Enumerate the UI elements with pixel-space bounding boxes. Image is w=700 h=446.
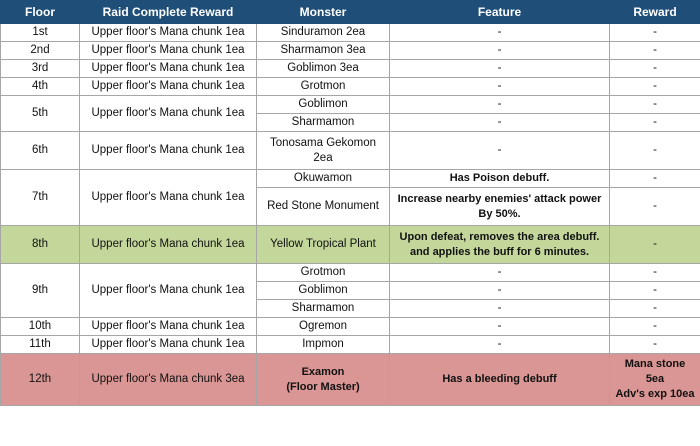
reward-cell	[610, 354, 700, 406]
monster-cell	[257, 354, 390, 406]
reward-cell: -	[610, 132, 700, 170]
table-row	[1, 24, 700, 42]
header-monster: Monster	[257, 1, 390, 24]
floor-cell: 6th	[1, 132, 80, 170]
reward-cell: -	[610, 114, 700, 132]
floor-cell: 5th	[1, 96, 80, 132]
feature-cell: -	[390, 60, 610, 78]
monster-cell: Goblimon 3ea	[257, 60, 390, 78]
feature-cell: -	[390, 114, 610, 132]
feature-line: Increase nearby enemies' attack power	[397, 192, 602, 205]
reward-line: 5ea	[645, 373, 665, 385]
feature-line: By 50%.	[478, 207, 521, 220]
table-row	[1, 264, 700, 282]
floor-cell: 9th	[1, 264, 80, 318]
feature-cell: -	[390, 96, 610, 114]
monster-cell	[257, 132, 390, 170]
feature-cell: -	[390, 42, 610, 60]
header-raid-complete-reward: Raid Complete Reward	[80, 1, 257, 24]
monster-cell: Grotmon	[257, 264, 390, 282]
reward-line: Adv's exp 10ea	[615, 388, 695, 400]
raid-reward-cell: Upper floor's Mana chunk 1ea	[80, 78, 257, 96]
monster-cell: Okuwamon	[257, 170, 390, 188]
monster-cell: Goblimon	[257, 282, 390, 300]
feature-line: Upon defeat, removes the area debuff.	[399, 230, 600, 243]
reward-cell: -	[610, 170, 700, 188]
monster-cell: Sharmamon	[257, 114, 390, 132]
monster-cell: Goblimon	[257, 96, 390, 114]
reward-line: Mana stone	[624, 358, 686, 370]
table-row	[1, 336, 700, 354]
feature-cell: -	[390, 282, 610, 300]
feature-cell: -	[390, 318, 610, 336]
monster-cell: Grotmon	[257, 78, 390, 96]
feature-cell: Has a bleeding debuff	[390, 354, 610, 406]
floor-cell: 12th	[1, 354, 80, 406]
raid-reward-cell: Upper floor's Mana chunk 1ea	[80, 42, 257, 60]
table-row	[1, 132, 700, 170]
raid-reward-cell: Upper floor's Mana chunk 1ea	[80, 132, 257, 170]
feature-cell: -	[390, 336, 610, 354]
floor-cell: 4th	[1, 78, 80, 96]
table-row-floor-master	[1, 354, 700, 406]
feature-cell: -	[390, 300, 610, 318]
feature-cell: -	[390, 132, 610, 170]
floor-master-label: (Floor Master)	[286, 380, 360, 393]
header-feature: Feature	[390, 1, 610, 24]
floor-cell: 3rd	[1, 60, 80, 78]
reward-cell: -	[610, 318, 700, 336]
reward-cell: -	[610, 96, 700, 114]
header-reward: Reward	[610, 1, 700, 24]
monster-cell: Ogremon	[257, 318, 390, 336]
feature-cell: Has Poison debuff.	[390, 170, 610, 188]
raid-reward-cell: Upper floor's Mana chunk 1ea	[80, 226, 257, 264]
floor-cell: 2nd	[1, 42, 80, 60]
table-row	[1, 60, 700, 78]
floor-cell: 11th	[1, 336, 80, 354]
table-row	[1, 78, 700, 96]
reward-cell: -	[610, 188, 700, 226]
monster-count-line: 2ea	[313, 151, 333, 164]
table-row	[1, 170, 700, 188]
monster-cell: Sinduramon 2ea	[257, 24, 390, 42]
raid-reward-cell: Upper floor's Mana chunk 1ea	[80, 264, 257, 318]
feature-cell	[390, 226, 610, 264]
reward-cell: -	[610, 336, 700, 354]
raid-reward-cell: Upper floor's Mana chunk 1ea	[80, 170, 257, 226]
feature-cell: -	[390, 78, 610, 96]
raid-reward-cell: Upper floor's Mana chunk 3ea	[80, 354, 257, 406]
floor-cell: 1st	[1, 24, 80, 42]
table-row	[1, 42, 700, 60]
feature-cell	[390, 188, 610, 226]
floor-cell: 10th	[1, 318, 80, 336]
floor-cell: 8th	[1, 226, 80, 264]
monster-cell: Sharmamon 3ea	[257, 42, 390, 60]
reward-cell: -	[610, 264, 700, 282]
monster-cell: Sharmamon	[257, 300, 390, 318]
reward-cell: -	[610, 226, 700, 264]
raid-reward-cell: Upper floor's Mana chunk 1ea	[80, 336, 257, 354]
raid-reward-cell: Upper floor's Mana chunk 1ea	[80, 60, 257, 78]
reward-cell: -	[610, 60, 700, 78]
raid-reward-cell: Upper floor's Mana chunk 1ea	[80, 24, 257, 42]
table-header-row	[1, 1, 700, 24]
header-floor: Floor	[1, 1, 80, 24]
table-row	[1, 318, 700, 336]
feature-cell: -	[390, 24, 610, 42]
table-row	[1, 96, 700, 114]
monster-cell: Red Stone Monument	[257, 188, 390, 226]
floor-cell: 7th	[1, 170, 80, 226]
table-row-highlighted	[1, 226, 700, 264]
feature-cell: -	[390, 264, 610, 282]
reward-cell: -	[610, 78, 700, 96]
monster-cell: Impmon	[257, 336, 390, 354]
monster-cell: Yellow Tropical Plant	[257, 226, 390, 264]
reward-cell: -	[610, 24, 700, 42]
monster-name-line: Tonosama Gekomon	[269, 136, 377, 149]
raid-reward-cell: Upper floor's Mana chunk 1ea	[80, 318, 257, 336]
feature-line: and applies the buff for 6 minutes.	[409, 245, 590, 258]
monster-name-line: Examon	[301, 365, 345, 378]
reward-cell: -	[610, 300, 700, 318]
reward-cell: -	[610, 42, 700, 60]
reward-cell: -	[610, 282, 700, 300]
raid-reward-cell: Upper floor's Mana chunk 1ea	[80, 96, 257, 132]
